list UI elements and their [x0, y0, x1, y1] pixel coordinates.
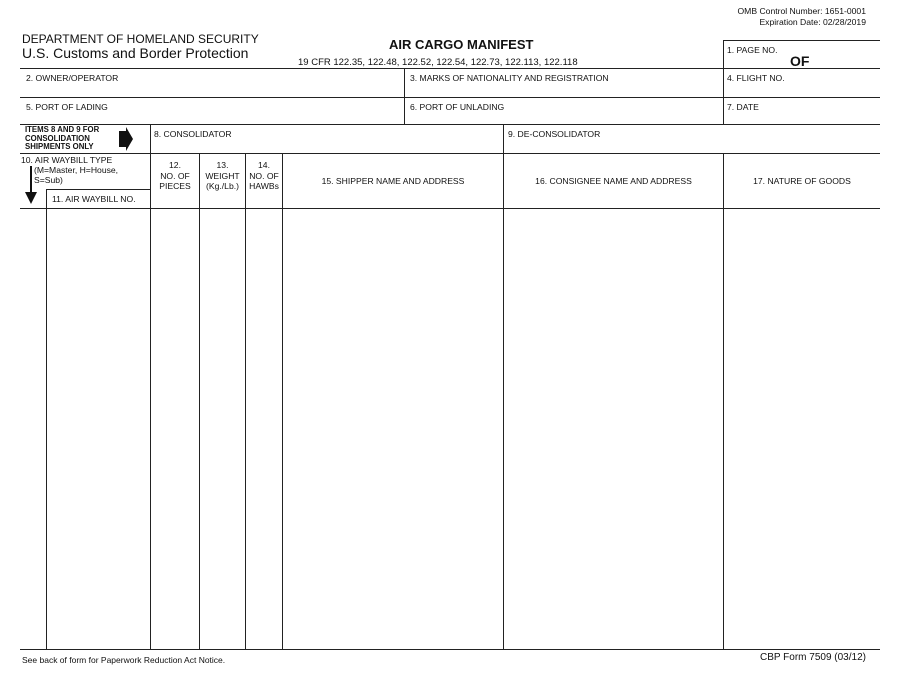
hawbs-label-line1: NO. OF	[249, 171, 279, 181]
marks-registration-label: 3. MARKS OF NATIONALITY AND REGISTRATION	[410, 73, 609, 83]
hawbs-label-line2: HAWBs	[249, 181, 279, 191]
right-arrow-icon	[119, 127, 133, 151]
hawbs-number: 14.	[258, 160, 270, 170]
down-arrow-icon	[24, 166, 38, 204]
weight-entries[interactable]	[201, 210, 248, 651]
consolidator-label: 8. CONSOLIDATOR	[154, 129, 232, 139]
pieces-label-line1: NO. OF	[160, 171, 190, 181]
pieces-entries[interactable]	[152, 210, 202, 651]
deconsolidator-input[interactable]	[505, 139, 878, 152]
port-unlading-label: 6. PORT OF UNLADING	[410, 102, 505, 112]
weight-label-line2: (Kg./Lb.)	[206, 181, 239, 191]
consolidation-note: ITEMS 8 AND 9 FOR CONSOLIDATION SHIPMENTS ONLY	[25, 125, 100, 152]
weight-label-line1: WEIGHT	[205, 171, 240, 181]
pieces-number: 12.	[169, 160, 181, 170]
date-label: 7. DATE	[727, 102, 759, 112]
flight-no-input[interactable]	[725, 83, 878, 96]
awb-type-label-line3: S=Sub)	[34, 175, 63, 185]
page-of-label: OF	[790, 53, 810, 69]
awb-no-entries[interactable]	[48, 210, 153, 651]
awb-type-label-line2: (M=Master, H=House,	[34, 165, 119, 175]
port-unlading-input[interactable]	[406, 111, 721, 123]
consignee-entries[interactable]	[505, 210, 726, 651]
consolidator-input[interactable]	[152, 139, 501, 152]
nature-of-goods-entries[interactable]	[725, 210, 883, 651]
port-lading-label: 5. PORT OF LADING	[26, 102, 108, 112]
form-number: CBP Form 7509 (03/12)	[760, 652, 866, 663]
hawbs-entries[interactable]	[247, 210, 285, 651]
agency-name: DEPARTMENT OF HOMELAND SECURITY	[22, 32, 259, 46]
omb-control-number: OMB Control Number: 1651-0001	[737, 6, 866, 16]
shipper-entries[interactable]	[284, 210, 506, 651]
form-title: AIR CARGO MANIFEST	[389, 37, 534, 52]
awb-type-entries[interactable]	[21, 210, 49, 651]
weight-number: 13.	[216, 160, 229, 170]
regulation-citations: 19 CFR 122.35, 122.48, 122.52, 122.54, 122.73, 122.113, 122.118	[298, 57, 578, 68]
owner-operator-input[interactable]	[22, 83, 402, 96]
page-no-label: 1. PAGE NO.	[727, 45, 778, 55]
marks-registration-input[interactable]	[406, 83, 721, 96]
paperwork-notice: See back of form for Paperwork Reduction Act Notice.	[22, 655, 226, 665]
owner-operator-label: 2. OWNER/OPERATOR	[26, 73, 119, 83]
bureau-name: U.S. Customs and Border Protection	[22, 45, 249, 61]
expiration-date: Expiration Date: 02/28/2019	[759, 17, 866, 27]
port-lading-input[interactable]	[22, 111, 402, 123]
consignee-column-label: 16. CONSIGNEE NAME AND ADDRESS	[535, 176, 692, 186]
deconsolidator-label: 9. DE-CONSOLIDATOR	[508, 129, 601, 139]
awb-no-label: 11. AIR WAYBILL NO.	[52, 194, 136, 204]
pieces-label-line2: PIECES	[159, 181, 191, 191]
shipper-column-label: 15. SHIPPER NAME AND ADDRESS	[321, 176, 465, 186]
awb-type-label-line1: 10. AIR WAYBILL TYPE	[21, 155, 113, 165]
date-input[interactable]	[725, 111, 878, 123]
flight-no-label: 4. FLIGHT NO.	[727, 73, 785, 83]
nature-of-goods-column-label: 17. NATURE OF GOODS	[753, 176, 851, 186]
